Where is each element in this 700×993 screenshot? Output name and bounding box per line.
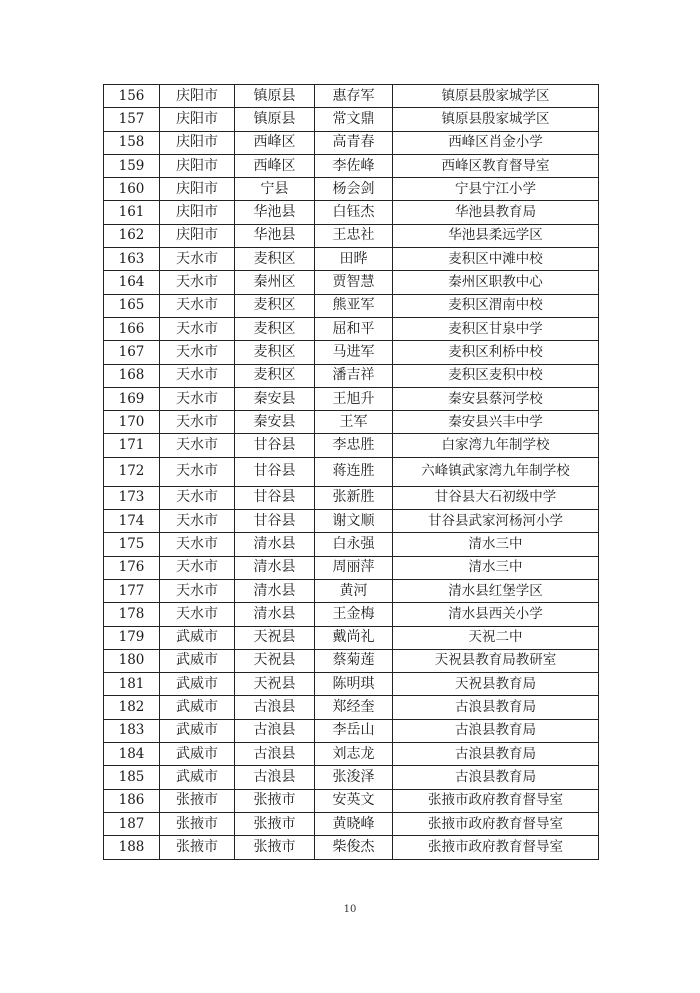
table-row — [104, 812, 599, 835]
table-row — [104, 673, 599, 696]
work-unit-cell: 秦安县蔡河学校 — [393, 387, 599, 410]
person-name-cell: 贾智慧 — [315, 271, 393, 294]
county-cell: 麦积区 — [235, 294, 315, 317]
table-row — [104, 766, 599, 789]
table-row — [104, 85, 599, 108]
county-cell: 镇原县 — [235, 85, 315, 108]
work-unit-cell: 白家湾九年制学校 — [393, 434, 599, 457]
county-cell: 天祝县 — [235, 649, 315, 672]
work-unit-cell: 麦积区利桥中校 — [393, 341, 599, 364]
person-name-cell: 王金梅 — [315, 603, 393, 626]
work-unit-cell: 甘谷县武家河杨河小学 — [393, 510, 599, 533]
table-row — [104, 248, 599, 271]
city-cell: 武威市 — [160, 696, 235, 719]
table-row — [104, 317, 599, 340]
county-cell: 古浪县 — [235, 719, 315, 742]
county-cell: 麦积区 — [235, 248, 315, 271]
work-unit-cell: 西峰区肖金小学 — [393, 131, 599, 154]
city-cell: 天水市 — [160, 486, 235, 509]
table-row — [104, 626, 599, 649]
table-row — [104, 341, 599, 364]
person-name-cell: 柴俊杰 — [315, 836, 393, 859]
work-unit-cell: 秦州区职教中心 — [393, 271, 599, 294]
work-unit-cell: 古浪县教育局 — [393, 696, 599, 719]
county-cell: 天祝县 — [235, 673, 315, 696]
row-number-cell: 176 — [104, 556, 160, 579]
person-name-cell: 潘吉祥 — [315, 364, 393, 387]
row-number-cell: 185 — [104, 766, 160, 789]
city-cell: 庆阳市 — [160, 131, 235, 154]
row-number-cell: 174 — [104, 510, 160, 533]
row-number-cell: 182 — [104, 696, 160, 719]
row-number-cell: 167 — [104, 341, 160, 364]
person-name-cell: 蔡菊莲 — [315, 649, 393, 672]
county-cell: 张掖市 — [235, 836, 315, 859]
row-number-cell: 188 — [104, 836, 160, 859]
county-cell: 秦州区 — [235, 271, 315, 294]
county-cell: 甘谷县 — [235, 434, 315, 457]
county-cell: 秦安县 — [235, 387, 315, 410]
county-cell: 甘谷县 — [235, 486, 315, 509]
table-row — [104, 224, 599, 247]
work-unit-cell: 甘谷县大石初级中学 — [393, 486, 599, 509]
row-number-cell: 163 — [104, 248, 160, 271]
city-cell: 庆阳市 — [160, 154, 235, 177]
city-cell: 天水市 — [160, 411, 235, 434]
table-row — [104, 649, 599, 672]
work-unit-cell: 古浪县教育局 — [393, 766, 599, 789]
county-cell: 清水县 — [235, 533, 315, 556]
city-cell: 天水市 — [160, 271, 235, 294]
person-name-cell: 李岳山 — [315, 719, 393, 742]
work-unit-cell: 天祝县教育局 — [393, 673, 599, 696]
work-unit-cell: 张掖市政府教育督导室 — [393, 836, 599, 859]
county-cell: 宁县 — [235, 178, 315, 201]
person-name-cell: 谢文顺 — [315, 510, 393, 533]
county-cell: 清水县 — [235, 579, 315, 602]
city-cell: 天水市 — [160, 317, 235, 340]
row-number-cell: 166 — [104, 317, 160, 340]
table-row — [104, 789, 599, 812]
work-unit-cell: 华池县教育局 — [393, 201, 599, 224]
person-name-cell: 田晔 — [315, 248, 393, 271]
city-cell: 天水市 — [160, 510, 235, 533]
city-cell: 天水市 — [160, 341, 235, 364]
table-row — [104, 271, 599, 294]
county-cell: 麦积区 — [235, 364, 315, 387]
city-cell: 天水市 — [160, 364, 235, 387]
county-cell: 古浪县 — [235, 696, 315, 719]
row-number-cell: 183 — [104, 719, 160, 742]
work-unit-cell: 麦积区甘泉中学 — [393, 317, 599, 340]
row-number-cell: 162 — [104, 224, 160, 247]
person-name-cell: 惠存军 — [315, 85, 393, 108]
row-number-cell: 179 — [104, 626, 160, 649]
table-row — [104, 178, 599, 201]
work-unit-cell: 清水县红堡学区 — [393, 579, 599, 602]
page-number: 10 — [343, 904, 357, 915]
work-unit-cell: 张掖市政府教育督导室 — [393, 789, 599, 812]
person-name-cell: 张浚泽 — [315, 766, 393, 789]
person-name-cell: 王旭升 — [315, 387, 393, 410]
person-name-cell: 常文鼎 — [315, 108, 393, 131]
county-cell: 张掖市 — [235, 789, 315, 812]
work-unit-cell: 宁县宁江小学 — [393, 178, 599, 201]
person-name-cell: 黄河 — [315, 579, 393, 602]
row-number-cell: 161 — [104, 201, 160, 224]
row-number-cell: 173 — [104, 486, 160, 509]
work-unit-cell: 麦积区渭南中校 — [393, 294, 599, 317]
city-cell: 武威市 — [160, 673, 235, 696]
city-cell: 武威市 — [160, 626, 235, 649]
table-row — [104, 579, 599, 602]
row-number-cell: 170 — [104, 411, 160, 434]
work-unit-cell: 镇原县殷家城学区 — [393, 85, 599, 108]
work-unit-cell: 张掖市政府教育督导室 — [393, 812, 599, 835]
work-unit-cell: 古浪县教育局 — [393, 743, 599, 766]
work-unit-cell: 镇原县殷家城学区 — [393, 108, 599, 131]
person-name-cell: 白钰杰 — [315, 201, 393, 224]
table-row — [104, 719, 599, 742]
row-number-cell: 180 — [104, 649, 160, 672]
row-number-cell: 175 — [104, 533, 160, 556]
city-cell: 张掖市 — [160, 836, 235, 859]
work-unit-cell: 古浪县教育局 — [393, 719, 599, 742]
city-cell: 武威市 — [160, 719, 235, 742]
person-name-cell: 高青春 — [315, 131, 393, 154]
county-cell: 西峰区 — [235, 131, 315, 154]
county-cell: 麦积区 — [235, 341, 315, 364]
row-number-cell: 156 — [104, 85, 160, 108]
work-unit-cell: 麦积区中滩中校 — [393, 248, 599, 271]
work-unit-cell: 清水三中 — [393, 556, 599, 579]
row-number-cell: 187 — [104, 812, 160, 835]
person-name-cell: 黄晓峰 — [315, 812, 393, 835]
county-cell: 甘谷县 — [235, 510, 315, 533]
city-cell: 天水市 — [160, 457, 235, 486]
person-name-cell: 熊亚军 — [315, 294, 393, 317]
roster-table-container — [103, 84, 599, 860]
county-cell: 古浪县 — [235, 743, 315, 766]
table-row — [104, 836, 599, 859]
row-number-cell: 177 — [104, 579, 160, 602]
city-cell: 天水市 — [160, 294, 235, 317]
person-name-cell: 陈明琪 — [315, 673, 393, 696]
city-cell: 庆阳市 — [160, 178, 235, 201]
city-cell: 天水市 — [160, 533, 235, 556]
person-name-cell: 屈和平 — [315, 317, 393, 340]
person-name-cell: 安英文 — [315, 789, 393, 812]
person-name-cell: 郑经奎 — [315, 696, 393, 719]
table-row — [104, 294, 599, 317]
city-cell: 武威市 — [160, 766, 235, 789]
county-cell: 张掖市 — [235, 812, 315, 835]
person-name-cell: 刘志龙 — [315, 743, 393, 766]
table-row — [104, 108, 599, 131]
city-cell: 庆阳市 — [160, 201, 235, 224]
work-unit-cell: 西峰区教育督导室 — [393, 154, 599, 177]
roster-table — [103, 84, 599, 860]
row-number-cell: 157 — [104, 108, 160, 131]
work-unit-cell: 天祝二中 — [393, 626, 599, 649]
row-number-cell: 165 — [104, 294, 160, 317]
person-name-cell: 戴尚礼 — [315, 626, 393, 649]
row-number-cell: 181 — [104, 673, 160, 696]
table-row — [104, 434, 599, 457]
county-cell: 麦积区 — [235, 317, 315, 340]
work-unit-cell: 清水三中 — [393, 533, 599, 556]
county-cell: 西峰区 — [235, 154, 315, 177]
row-number-cell: 178 — [104, 603, 160, 626]
work-unit-cell: 清水县西关小学 — [393, 603, 599, 626]
table-row — [104, 387, 599, 410]
city-cell: 天水市 — [160, 248, 235, 271]
county-cell: 清水县 — [235, 556, 315, 579]
table-row — [104, 603, 599, 626]
table-row — [104, 154, 599, 177]
city-cell: 张掖市 — [160, 789, 235, 812]
table-row — [104, 364, 599, 387]
row-number-cell: 171 — [104, 434, 160, 457]
county-cell: 秦安县 — [235, 411, 315, 434]
work-unit-cell: 天祝县教育局教研室 — [393, 649, 599, 672]
table-row — [104, 510, 599, 533]
person-name-cell: 张新胜 — [315, 486, 393, 509]
county-cell: 古浪县 — [235, 766, 315, 789]
roster-table-body — [104, 85, 599, 860]
city-cell: 天水市 — [160, 579, 235, 602]
work-unit-cell: 麦积区麦积中校 — [393, 364, 599, 387]
row-number-cell: 172 — [104, 457, 160, 486]
table-row — [104, 556, 599, 579]
person-name-cell: 周丽萍 — [315, 556, 393, 579]
table-row — [104, 457, 599, 486]
person-name-cell: 李忠胜 — [315, 434, 393, 457]
county-cell: 镇原县 — [235, 108, 315, 131]
person-name-cell: 杨会剑 — [315, 178, 393, 201]
row-number-cell: 158 — [104, 131, 160, 154]
table-row — [104, 131, 599, 154]
county-cell: 华池县 — [235, 201, 315, 224]
county-cell: 清水县 — [235, 603, 315, 626]
row-number-cell: 159 — [104, 154, 160, 177]
table-row — [104, 743, 599, 766]
county-cell: 华池县 — [235, 224, 315, 247]
city-cell: 庆阳市 — [160, 108, 235, 131]
person-name-cell: 王军 — [315, 411, 393, 434]
person-name-cell: 蒋连胜 — [315, 457, 393, 486]
row-number-cell: 186 — [104, 789, 160, 812]
table-row — [104, 533, 599, 556]
row-number-cell: 184 — [104, 743, 160, 766]
city-cell: 张掖市 — [160, 812, 235, 835]
table-row — [104, 486, 599, 509]
work-unit-cell: 华池县柔远学区 — [393, 224, 599, 247]
city-cell: 庆阳市 — [160, 224, 235, 247]
row-number-cell: 169 — [104, 387, 160, 410]
table-row — [104, 411, 599, 434]
work-unit-cell: 秦安县兴丰中学 — [393, 411, 599, 434]
person-name-cell: 白永强 — [315, 533, 393, 556]
row-number-cell: 164 — [104, 271, 160, 294]
county-cell: 天祝县 — [235, 626, 315, 649]
table-row — [104, 696, 599, 719]
person-name-cell: 王忠社 — [315, 224, 393, 247]
table-row — [104, 201, 599, 224]
work-unit-cell: 六峰镇武家湾九年制学校 — [393, 457, 599, 486]
row-number-cell: 168 — [104, 364, 160, 387]
city-cell: 天水市 — [160, 556, 235, 579]
row-number-cell: 160 — [104, 178, 160, 201]
city-cell: 武威市 — [160, 743, 235, 766]
person-name-cell: 李佐峰 — [315, 154, 393, 177]
person-name-cell: 马进军 — [315, 341, 393, 364]
city-cell: 天水市 — [160, 603, 235, 626]
city-cell: 天水市 — [160, 434, 235, 457]
city-cell: 武威市 — [160, 649, 235, 672]
county-cell: 甘谷县 — [235, 457, 315, 486]
city-cell: 天水市 — [160, 387, 235, 410]
city-cell: 庆阳市 — [160, 85, 235, 108]
